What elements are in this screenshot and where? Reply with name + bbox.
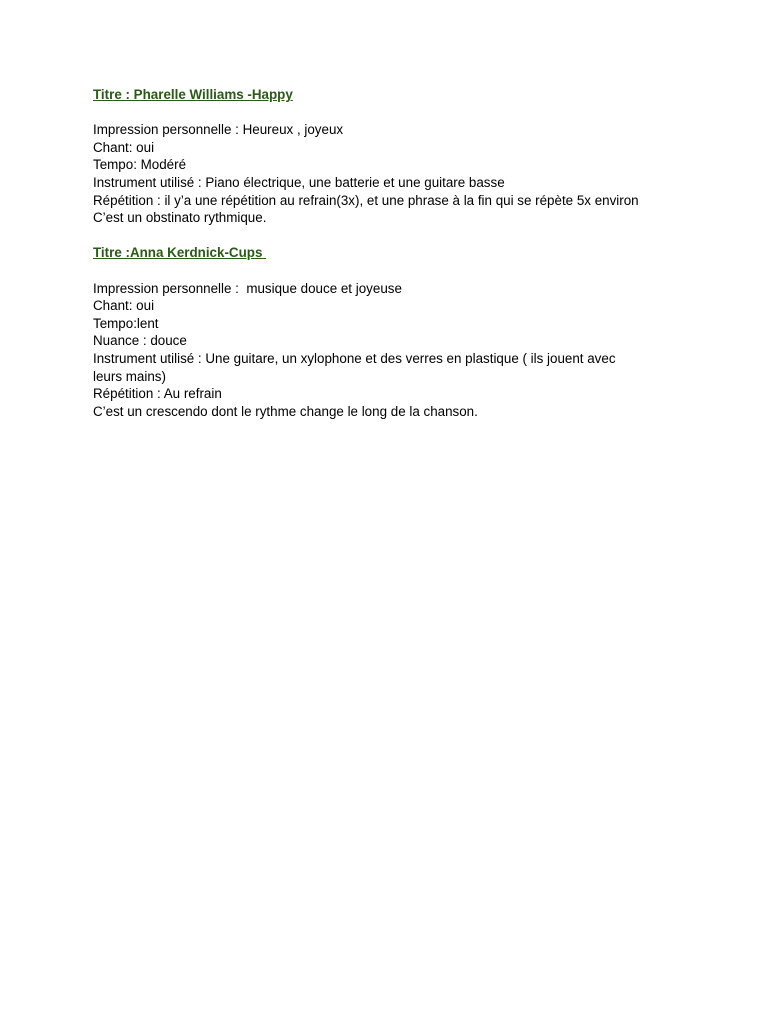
tempo-line: Tempo: Modéré xyxy=(93,157,187,173)
impression-line: Impression personnelle : Heureux , joyeux xyxy=(93,122,344,138)
spacer xyxy=(93,262,693,280)
nuance-line: Nuance : douce xyxy=(93,333,187,349)
repetition-line: Répétition : Au refrain xyxy=(93,386,222,402)
instrument-line: Instrument utilisé : Une guitare, un xylophone et des verres en plastique ( ils jouent avec xyxy=(93,350,616,366)
section-title: Titre : Pharelle Williams -Happy xyxy=(93,87,293,102)
repetition-line: Répétition : il y’a une répétition au refrain(3x), et une phrase à la fin qui se répète 5x environ xyxy=(93,192,639,208)
section-title: Titre :Anna Kerdnick-Cups xyxy=(93,245,267,261)
song-section-1 xyxy=(93,86,693,227)
conclusion-line: C’est un crescendo dont le rythme change le long de la chanson. xyxy=(93,403,478,419)
tempo-line: Tempo:lent xyxy=(93,315,159,331)
chant-line: Chant: oui xyxy=(93,139,155,155)
conclusion-line: C’est un obstinato rythmique. xyxy=(93,210,267,226)
chant-line: Chant: oui xyxy=(93,298,155,314)
instrument-line-continued: leurs mains) xyxy=(93,368,166,384)
document-body xyxy=(93,86,693,420)
song-section-2 xyxy=(93,244,693,420)
instrument-line: Instrument utilisé : Piano électrique, une batterie et une guitare basse xyxy=(93,174,505,190)
spacer xyxy=(93,104,693,122)
impression-line: Impression personnelle : musique douce et joyeuse xyxy=(93,280,402,296)
spacer xyxy=(93,227,693,245)
